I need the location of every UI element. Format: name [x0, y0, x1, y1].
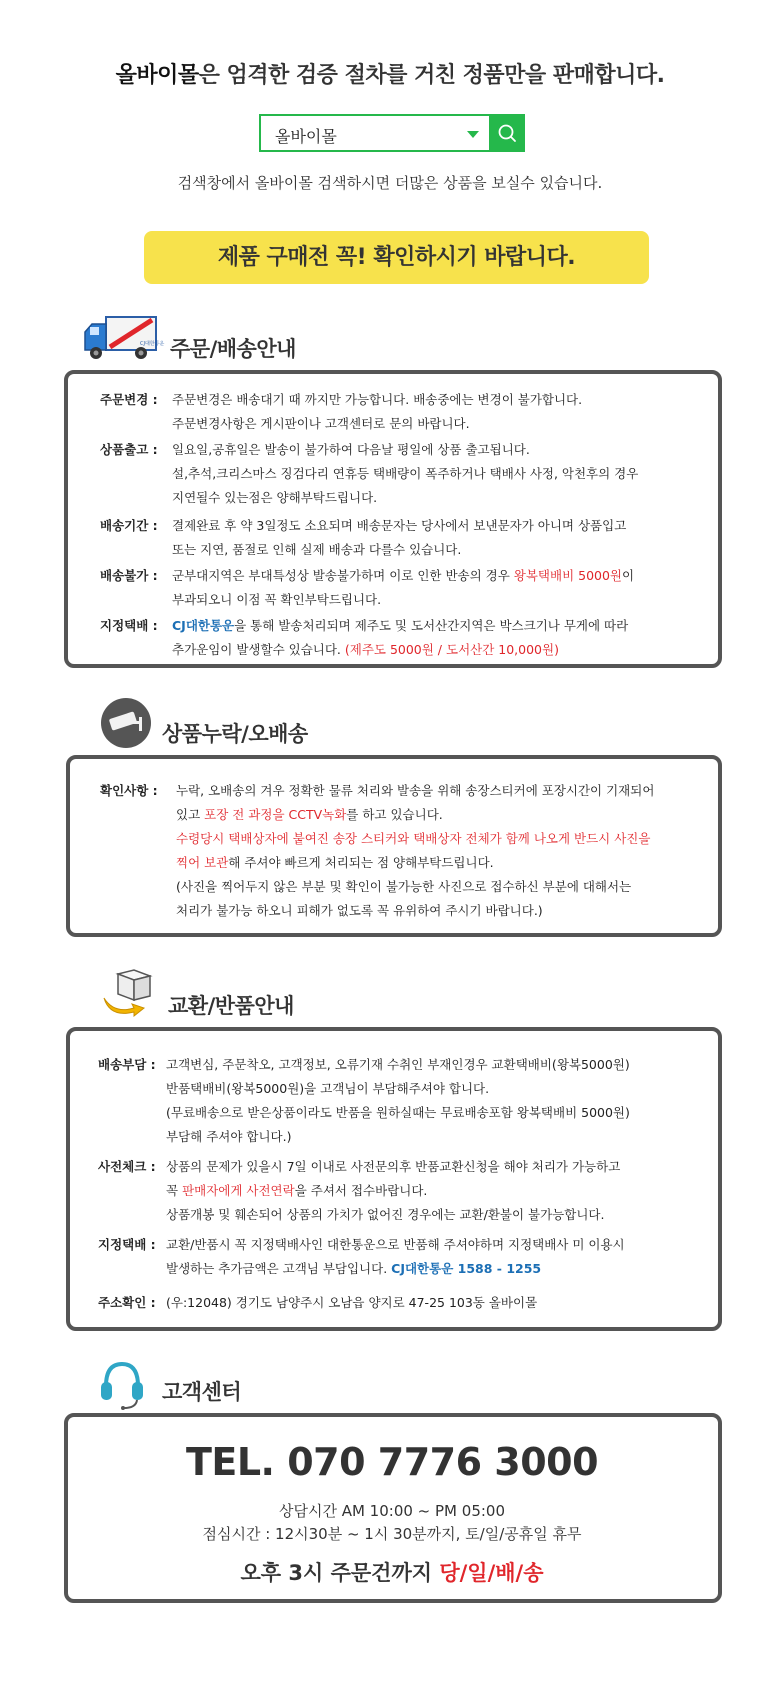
headset-icon	[98, 1358, 146, 1410]
info-line: 또는 지연, 품절로 인해 실제 배송과 다를수 있습니다.	[172, 542, 462, 557]
info-line: 누락, 오배송의 겨우 정확한 물류 처리와 발송을 위해 송장스티커에 포장시간이 기재되어	[176, 783, 655, 798]
truck-label: CJ대한통운	[140, 341, 165, 347]
courier-label: 지정택배 :	[100, 618, 158, 633]
info-line: 일요일,공휴일은 발송이 불가하여 다음날 평일에 상품 출고됩니다.	[172, 442, 530, 457]
same-day-delivery-notice: 오후 3시 주문건까지 당/일/배/송	[240, 1561, 544, 1585]
info-line: 반품택배비(왕복5000원)을 고객님이 부담해주셔야 합니다.	[166, 1081, 490, 1096]
info-line: 부담해 주셔야 합니다.)	[166, 1129, 292, 1144]
address-label: 주소확인 :	[98, 1295, 156, 1310]
shipping-section-title: 주문/배송안내	[170, 337, 296, 361]
info-line: 주문변경은 배송대기 때 까지만 가능합니다. 배송중에는 변경이 불가합니다.	[172, 392, 583, 407]
info-line: 꼭 판매자에게 사전연락을 주셔서 접수바랍니다.	[166, 1183, 428, 1198]
support-section-title: 고객센터	[162, 1380, 242, 1404]
info-line: 처리가 불가능 하오니 피해가 없도록 꼭 유위하여 주시기 바랍니다.)	[176, 903, 543, 918]
info-line: 주문변경사항은 게시판이나 고객센터로 문의 바랍니다.	[172, 416, 470, 431]
info-line: 있고 포장 전 과정을 CCTV녹화를 하고 있습니다.	[176, 807, 443, 822]
pre-check-label: 사전체크 :	[98, 1159, 156, 1174]
info-line: (사진을 찍어두지 않은 부분 및 확인이 불가능한 사진으로 접수하신 부분에 대해서는	[176, 879, 632, 894]
info-line: 교환/반품시 꼭 지정택배사인 대한통운으로 반품해 주셔야하며 지정택배사 미 이용시	[166, 1237, 625, 1252]
page-headline	[0, 58, 780, 89]
info-line: 결제완료 후 약 3일정도 소요되며 배송문자는 당사에서 보낸문자가 아니며 상품입고	[172, 518, 627, 533]
headline-text: 은 엄격한 검증 절차를 거친 정품만을 판매합니다.	[198, 63, 665, 88]
return-box-icon	[100, 968, 158, 1018]
info-line: 지연될수 있는점은 양해부탁드립니다.	[172, 490, 378, 505]
return-courier-label: 지정택배 :	[98, 1237, 156, 1252]
info-line: 상품개봉 및 훼손되어 상품의 가치가 없어진 경우에는 교환/환불이 불가능합니다.	[166, 1207, 605, 1222]
info-line: 수령당시 택배상자에 붙여진 송장 스티커와 택배상자 전체가 함께 나오게 반드시 사진을	[176, 831, 651, 846]
info-line: 발생하는 추가금액은 고객님 부담입니다. CJ대한통운 1588 - 1255	[166, 1261, 542, 1276]
delivery-period-label: 배송기간 :	[100, 518, 158, 533]
chevron-down-icon[interactable]	[467, 131, 479, 138]
shipping-info-box	[64, 370, 722, 668]
info-line: 부과되오니 이점 꼭 확인부탁드립니다.	[172, 592, 382, 607]
brand-name: 올바이몰	[115, 63, 199, 88]
missing-section-title: 상품누락/오배송	[162, 722, 308, 746]
info-line: 상품의 문제가 있을시 7일 이내로 사전문의후 반품교환신청을 해야 처리가 가능하고	[166, 1159, 621, 1174]
search-hint: 검색창에서 올바이몰 검색하시면 더많은 상품을 보실수 있습니다.	[177, 174, 603, 192]
search-button[interactable]	[489, 114, 525, 152]
info-line: 찍어 보관해 주셔야 빠르게 처리되는 점 양해부탁드립니다.	[176, 855, 494, 870]
phone-number[interactable]: TEL. 070 7776 3000	[185, 1440, 599, 1484]
delivery-truck-icon	[82, 314, 165, 364]
info-line: 설,추석,크리스마스 징검다리 연휴등 택배량이 폭주하거나 택배사 사정, 악천후의 경우	[172, 466, 639, 481]
business-hours: 상담시간 AM 10:00 ~ PM 05:00	[278, 1502, 505, 1520]
returns-section-title: 교환/반품안내	[168, 994, 294, 1018]
info-line: CJ대한통운을 통해 발송처리되며 제주도 및 도서산간지역은 박스크기나 무게에 따라	[172, 618, 629, 633]
dispatch-label: 상품출고 :	[100, 442, 158, 457]
info-line: 고객변심, 주문착오, 고객정보, 오류기재 수취인 부재인경우 교환택배비(왕복5000원)	[166, 1057, 630, 1072]
check-label: 확인사항 :	[100, 783, 158, 798]
lunch-hours: 점심시간 : 12시30분 ~ 1시 30분까지, 토/일/공휴일 휴무	[202, 1525, 582, 1543]
info-line: (무료배송으로 받은상품이라도 반품을 원하실때는 무료배송포함 왕복택배비 5000원)	[166, 1105, 630, 1120]
search-box[interactable]	[259, 114, 525, 152]
cctv-camera-icon	[100, 697, 152, 749]
info-line: 추가운임이 발생할수 있습니다. (제주도 5000원 / 도서산간 10,000원)	[172, 642, 559, 657]
notice-banner: 제품 구매전 꼭! 확인하시기 바랍니다.	[144, 231, 649, 284]
no-delivery-label: 배송불가 :	[100, 568, 158, 583]
missing-info-box	[66, 755, 722, 937]
info-line: 군부대지역은 부대특성상 발송불가하며 이로 인한 반송의 경우 왕복택배비 5000원이	[172, 568, 635, 583]
search-input[interactable]: 올바이몰	[275, 127, 337, 146]
order-change-label: 주문변경 :	[100, 392, 158, 407]
address-text: (우:12048) 경기도 남양주시 오남읍 양지로 47-25 103동 올바이몰	[166, 1295, 538, 1310]
fee-label: 배송부담 :	[98, 1057, 156, 1072]
search-icon	[489, 114, 525, 152]
returns-info-box	[66, 1027, 722, 1331]
